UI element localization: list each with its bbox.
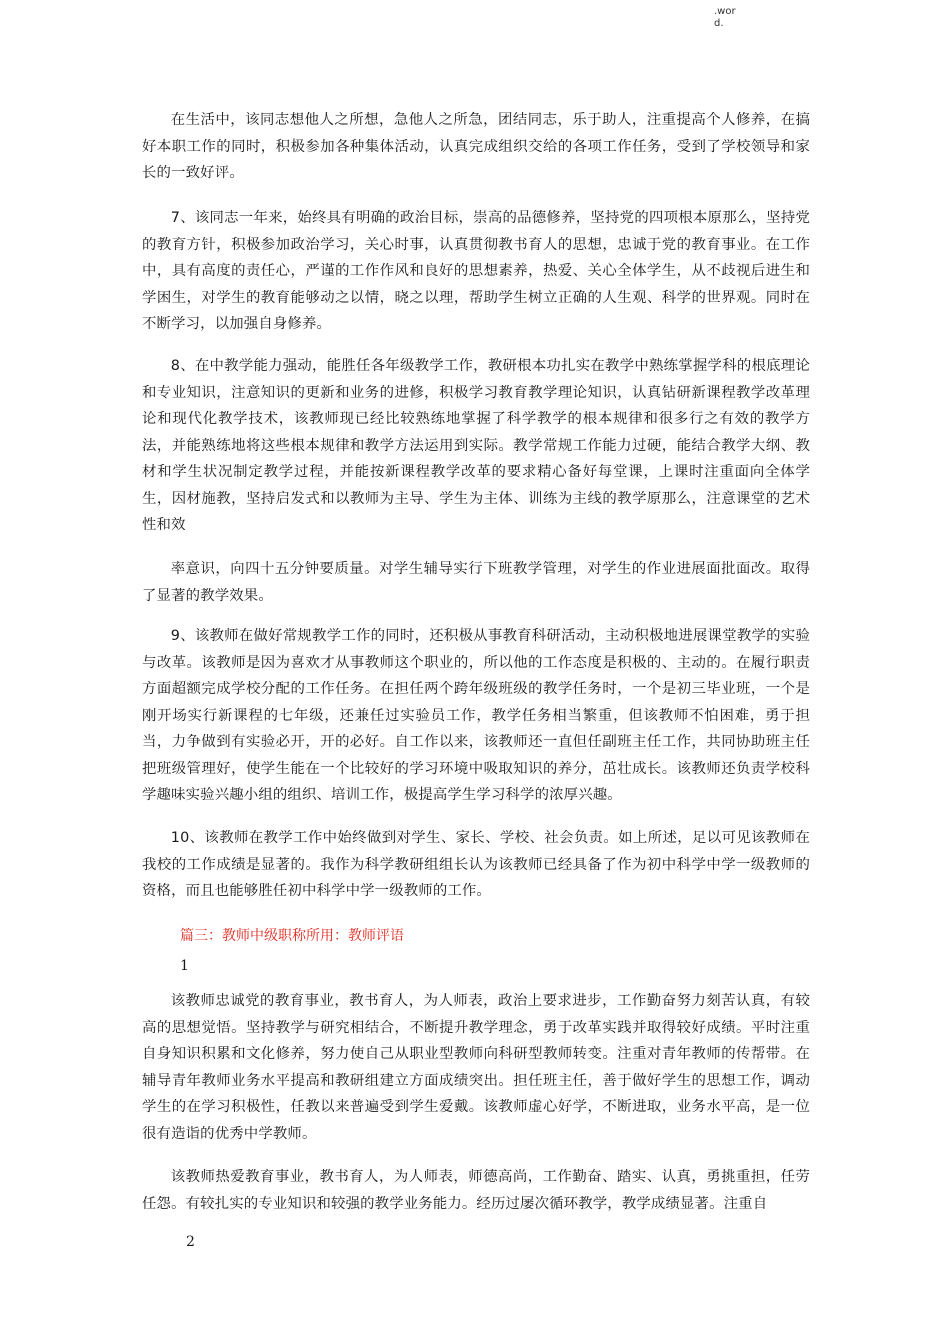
item-number-2: 2	[186, 1234, 195, 1250]
paragraph-7: 7、该同志一年来，始终具有明确的政治目标，崇高的品德修养，坚持党的四项根本原那么，坚持党的教育方针，积极参加政治学习，关心时事，认真贯彻教书育人的思想，忠诚于党的教育事业。在工作中，具有高度的责任心，严谨的工作作风和良好的思想素养，热爱、关心全体学生，从不歧视后进生和学困生，对学生的教育能够动之以情，晓之以理，帮助学生树立正确的人生观、科学的世界观。同时在不断学习，以加强自身修养。	[142, 210, 810, 332]
paragraph-9: 9、该教师在做好常规教学工作的同时，还积极从事教育科研活动，主动积极地进展课堂教学的实验与改革。该教师是因为喜欢才从事教师这个职业的，所以他的工作态度是积极的、主动的。在履行职责方面超额完成学校分配的工作任务。在担任两个跨年级班级的教学任务时，一个是初三毕业班，一个是刚开场实行新课程的七年级，还兼任过实验员工作，教学任务相当繁重，但该教师不怕困难，勇于担当，力争做到有实验必开，开的必好。自工作以来，该教师还一直但任副班主任工作，共同协助班主任把班级管理好，使学生能在一个比较好的学习环境中吸取知识的养分，茁壮成长。该教师还负责学校科学趣味实验兴趣小组的组织、培训工作，极提高学生学习科学的浓厚兴趣。	[142, 628, 810, 803]
comment-2: 该教师热爱教育事业，教书育人，为人师表，师德高尚，工作勤奋、踏实、认真，勇挑重担，任劳任怨。有较扎实的专业知识和较强的教学业务能力。经历过屡次循环教学，教学成绩显著。注重自	[142, 1169, 810, 1212]
header-line-2: d.	[714, 18, 724, 29]
paragraph-10: 10、该教师在教学工作中始终做到对学生、家长、学校、社会负责。如上所述，足以可见该教师在我校的工作成绩是显著的。我作为科学教研组组长认为该教师已经具备了作为初中科学中学一级教师的资格，而且也能够胜任初中科学中学一级教师的工作。	[142, 830, 810, 899]
page-header-watermark	[714, 6, 736, 30]
section-heading: 篇三：教师中级职称所用：教师评语	[180, 928, 404, 944]
item-number-1: 1	[180, 958, 189, 974]
paragraph-8-continued: 率意识，向四十五分钟要质量。对学生辅导实行下班教学管理，对学生的作业进展面批面改。取得了显著的教学效果。	[142, 561, 810, 604]
comment-1: 该教师忠诚党的教育事业，教书育人，为人师表，政治上要求进步，工作勤奋努力刻苦认真，有较高的思想觉悟。坚持教学与研究相结合，不断提升教学理念，勇于改革实践并取得较好成绩。平时注重自身知识积累和文化修养，努力使自己从职业型教师向科研型教师转变。注重对青年教师的传帮带。在辅导青年教师业务水平提高和教研组建立方面成绩突出。担任班主任，善于做好学生的思想工作，调动学生的在学习积极性，任教以来普遍受到学生爱戴。该教师虚心好学，不断进取，业务水平高，是一位很有造诣的优秀中学教师。	[142, 993, 810, 1142]
paragraph-8: 8、在中教学能力强动，能胜任各年级教学工作，教研根本功扎实在教学中熟练掌握学科的根底理论和专业知识，注意知识的更新和业务的进修，积极学习教育教学理论知识，认真钻研新课程教学改革理论和现代化教学技术，该教师现已经比较熟练地掌握了科学教学的根本规律和很多行之有效的教学方法，并能熟练地将这些根本规律和教学方法运用到实际。教学常规工作能力过硬，能结合教学大纲、教材和学生状况制定教学过程，并能按新课程教学改革的要求精心备好每堂课，上课时注重面向全体学生，因材施教，坚持启发式和以教师为主导、学生为主体、训练为主线的教学原那么，注意课堂的艺术性和效	[142, 358, 810, 533]
header-line-1: .wor	[714, 6, 736, 17]
paragraph-life: 在生活中，该同志想他人之所想，急他人之所急，团结同志，乐于助人，注重提高个人修养，在搞好本职工作的同时，积极参加各种集体活动，认真完成组织交给的各项工作任务，受到了学校领导和家长的一致好评。	[142, 112, 810, 181]
